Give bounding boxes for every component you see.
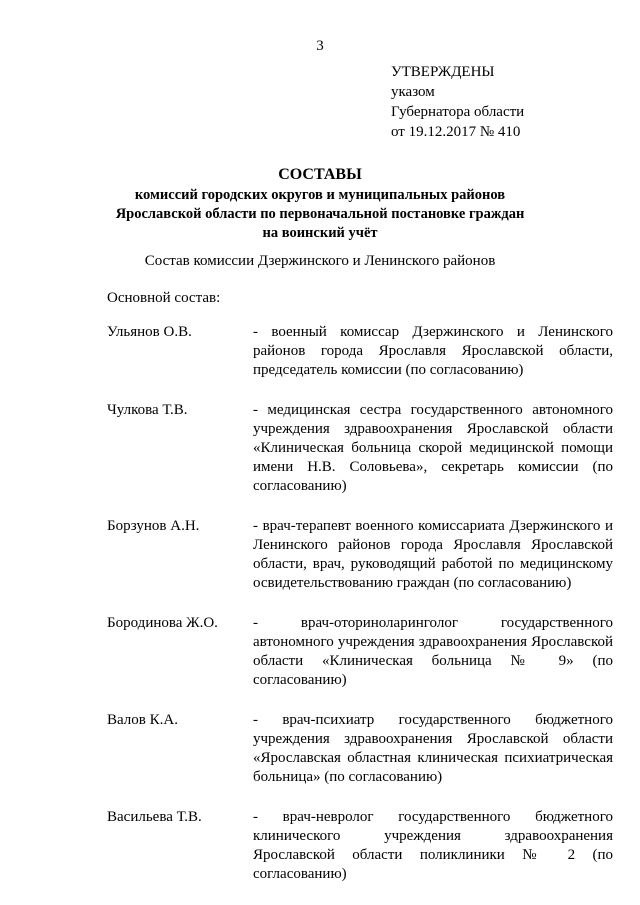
member-row bbox=[0, 517, 640, 593]
approval-line-4: от 19.12.2017 № 410 bbox=[391, 124, 521, 140]
commission-subtitle: Состав комиссии Дзержинского и Ленинского районов bbox=[144, 253, 496, 269]
member-row bbox=[0, 808, 640, 884]
title-line-3: на воинский учёт bbox=[262, 225, 378, 241]
title-main: СОСТАВЫ bbox=[278, 166, 362, 183]
title-line-1: комиссий городских округов и муниципальных районов bbox=[134, 187, 506, 203]
member-description: - военный комиссар Дзержинского и Ленинского районов города Ярославля Ярославской области, председатель комиссии (по согласованию) bbox=[253, 324, 613, 378]
member-description: - врач-невролог государственного бюджетного клинического учреждения здравоохранения Ярославской области поликлиники № 2 (по согласованию) bbox=[253, 809, 613, 882]
member-row bbox=[0, 711, 640, 787]
section-label: Основной состав: bbox=[107, 290, 221, 306]
member-name: Чулкова Т.В. bbox=[107, 402, 188, 418]
members-list bbox=[0, 323, 640, 905]
member-description: - медицинская сестра государственного автономного учреждения здравоохранения Ярославской области «Клиническая больница скорой медицинской помощи имени Н.В. Соловьева», секретарь комиссии (по согласованию) bbox=[253, 402, 613, 494]
member-name: Валов К.А. bbox=[107, 712, 178, 728]
member-description: - врач-терапевт военного комиссариата Дзержинского и Ленинского районов города Ярославля Ярославской области, врач, руководящий работой по медицинскому освидетельствованию граждан (по согласованию) bbox=[253, 518, 613, 591]
member-row bbox=[0, 401, 640, 496]
member-row bbox=[0, 323, 640, 380]
approval-line-2: указом bbox=[391, 84, 435, 100]
document-title bbox=[0, 164, 640, 243]
member-description: - врач-психиатр государственного бюджетного учреждения здравоохранения Ярославской области «Ярославская областная клиническая психиатрическая больница» (по согласованию) bbox=[253, 712, 613, 785]
member-name: Борзунов А.Н. bbox=[107, 518, 200, 534]
approval-stamp bbox=[391, 62, 524, 142]
approval-line-1: УТВЕРЖДЕНЫ bbox=[391, 64, 495, 80]
member-row bbox=[0, 614, 640, 690]
approval-line-3: Губернатора области bbox=[391, 104, 525, 120]
member-description: - врач-оториноларинголог государственного автономного учреждения здравоохранения Ярославской области «Клиническая больница № 9» (по согласованию) bbox=[253, 615, 613, 688]
page-number: 3 bbox=[316, 38, 324, 54]
member-name: Бородинова Ж.О. bbox=[107, 615, 218, 631]
member-name: Васильева Т.В. bbox=[107, 809, 202, 825]
member-name: Ульянов О.В. bbox=[107, 324, 192, 340]
title-line-2: Ярославской области по первоначальной постановке граждан bbox=[115, 206, 525, 222]
